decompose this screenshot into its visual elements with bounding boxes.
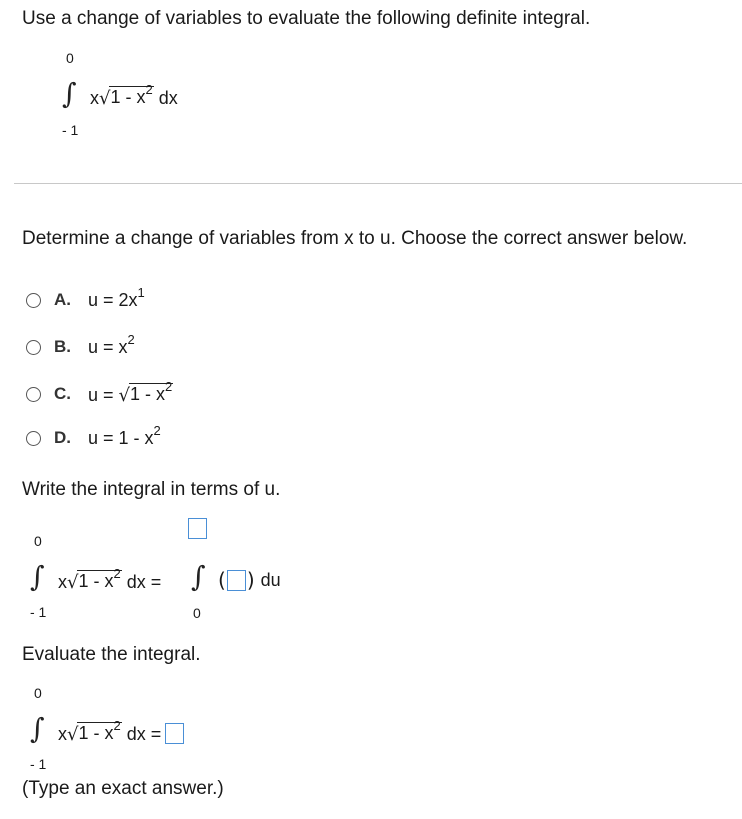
integral-sign: ∫ <box>62 77 77 110</box>
option-d-expression: $u = 1 - x^2$ <box>88 422 161 448</box>
option-a-expression: $u = 2x^1$ <box>88 284 145 310</box>
integrand-input-group: ( ) du <box>218 568 281 592</box>
option-b[interactable]: B. $u = x^2$ <box>26 335 135 359</box>
sqrt-expression: √ $1 - x^2$ <box>99 82 153 109</box>
option-c-expression: u = √ $1 - x^2$ <box>88 378 173 406</box>
right-lower-limit: 0 <box>193 605 201 621</box>
option-d[interactable]: D. $u = 1 - x^2$ <box>26 426 161 450</box>
upper-limit-input[interactable] <box>188 518 207 539</box>
radio-option-d[interactable] <box>26 431 41 446</box>
left-lower-limit: - 1 <box>30 604 47 620</box>
section-divider <box>14 183 742 184</box>
left-integrand: x √ $1 - x^2$ dx = <box>58 566 162 593</box>
radio-option-b[interactable] <box>26 340 41 355</box>
part1-prompt: Determine a change of variables from x to u. Choose the correct answer below. <box>22 228 688 249</box>
option-c[interactable]: C. u = √ $1 - x^2$ <box>26 382 173 406</box>
answer-hint: (Type an exact answer.) <box>22 778 224 799</box>
option-b-expression: $u = x^2$ <box>88 331 135 357</box>
part3-prompt: Evaluate the integral. <box>22 644 201 665</box>
radio-option-a[interactable] <box>26 293 41 308</box>
eval-integrand: x √ $1 - x^2$ dx = <box>58 722 184 745</box>
part2-prompt: Write the integral in terms of u. <box>22 479 281 500</box>
integrand: x √ $1 - x^2$ dx <box>90 82 178 109</box>
right-integral-sign: ∫ <box>191 560 206 593</box>
eval-lower-limit: - 1 <box>30 756 47 772</box>
radio-option-c[interactable] <box>26 387 41 402</box>
left-upper-limit: 0 <box>34 533 42 549</box>
answer-input[interactable] <box>165 723 184 744</box>
instruction-text: Use a change of variables to evaluate the following definite integral. <box>22 8 591 29</box>
lower-limit: - 1 <box>62 122 79 138</box>
option-a[interactable]: A. $u = 2x^1$ <box>26 288 145 312</box>
upper-limit: 0 <box>66 50 74 66</box>
left-integral-sign: ∫ <box>30 560 45 593</box>
eval-integral-sign: ∫ <box>30 712 45 745</box>
integrand-input[interactable] <box>227 570 246 591</box>
du-label: du <box>260 569 281 590</box>
eval-upper-limit: 0 <box>34 685 42 701</box>
